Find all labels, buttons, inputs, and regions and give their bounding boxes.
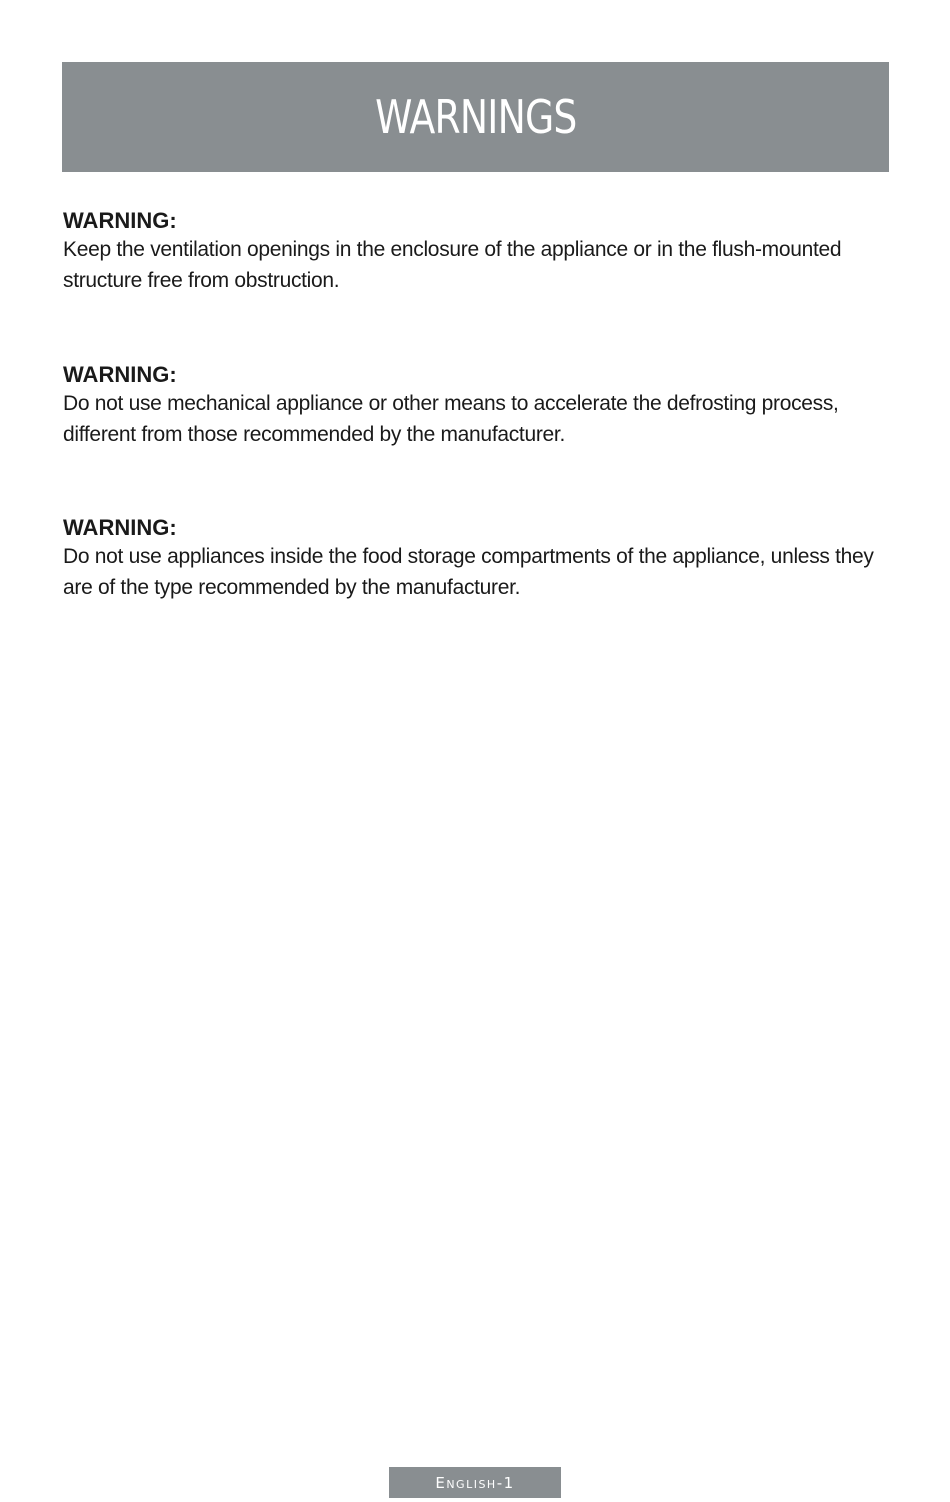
page-title: WARNINGS bbox=[374, 90, 577, 144]
warning-heading: WARNING: bbox=[63, 362, 177, 387]
warning-heading: WARNING: bbox=[63, 208, 177, 233]
page-header-bar bbox=[62, 62, 889, 172]
warning-text: Keep the ventilation openings in the enclosure of the appliance or in the flush-mounted structure free from obstruction. bbox=[63, 238, 842, 292]
page-number-tab bbox=[389, 1467, 561, 1498]
warning-section-1 bbox=[63, 208, 883, 296]
warning-section-3 bbox=[63, 515, 883, 603]
warning-text: Do not use appliances inside the food storage compartments of the appliance, unless they are of the type recommended by the manufacturer. bbox=[63, 545, 874, 599]
warning-text: Do not use mechanical appliance or other means to accelerate the defrosting process, different from those recommended by the manufacturer. bbox=[63, 392, 839, 446]
page-number-label: English-1 bbox=[435, 1473, 515, 1492]
warning-heading: WARNING: bbox=[63, 515, 177, 540]
warning-section-2 bbox=[63, 362, 883, 450]
